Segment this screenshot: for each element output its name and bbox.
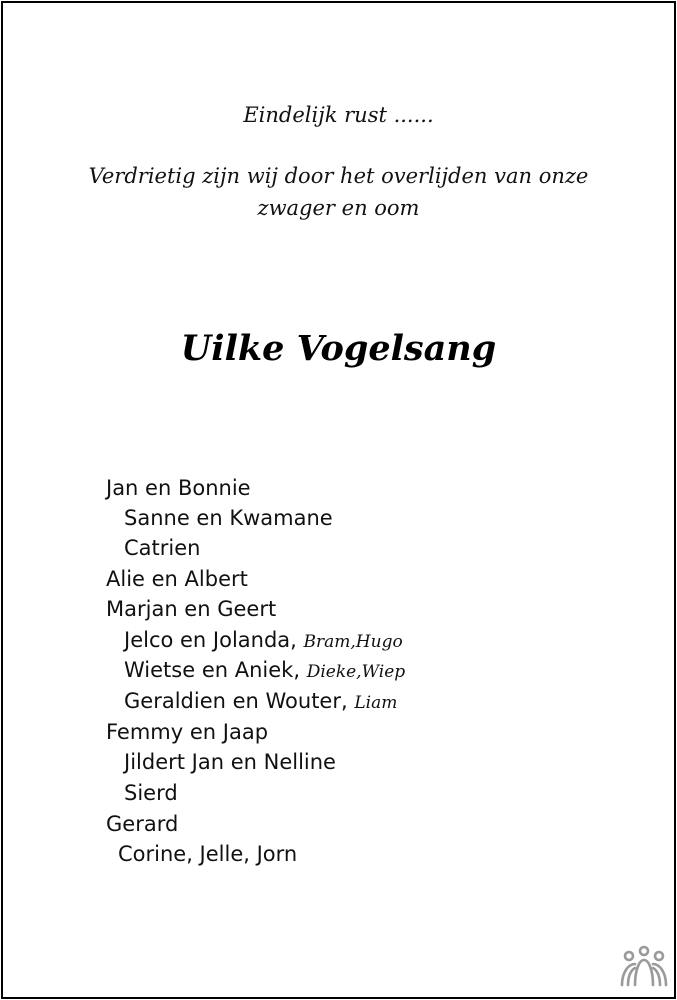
family-names: Femmy en Jaap xyxy=(106,720,269,744)
family-line xyxy=(124,778,178,808)
family-line xyxy=(124,625,403,657)
family-line xyxy=(106,809,178,839)
family-line xyxy=(124,655,405,687)
family-names: Jildert Jan en Nelline xyxy=(124,750,336,774)
family-names: Marjan en Geert xyxy=(106,597,277,621)
family-names: Wietse en Aniek, xyxy=(124,658,307,682)
family-line xyxy=(118,839,297,869)
grandchildren-names: Dieke,Wiep xyxy=(306,662,406,682)
family-line xyxy=(106,564,248,594)
message-line-2: zwager en oom xyxy=(257,196,420,220)
intro-text: Eindelijk rust ...... xyxy=(243,103,434,127)
people-group-icon xyxy=(618,943,670,989)
family-line xyxy=(124,686,397,718)
family-names: Catrien xyxy=(124,536,201,560)
family-line xyxy=(106,717,268,747)
family-names: Corine, Jelle, Jorn xyxy=(118,842,298,866)
family-names: Jelco en Jolanda, xyxy=(124,628,304,652)
family-line xyxy=(124,747,336,777)
family-names: Geraldien en Wouter, xyxy=(124,689,355,713)
family-names: Alie en Albert xyxy=(106,567,248,591)
family-line xyxy=(124,503,333,533)
message-line-1: Verdrietig zijn wij door het overlijden van onze xyxy=(88,164,589,188)
family-names: Sanne en Kwamane xyxy=(124,506,333,530)
family-names: Sierd xyxy=(124,781,178,805)
family-line xyxy=(124,533,200,563)
family-line xyxy=(106,473,251,503)
family-names: Jan en Bonnie xyxy=(106,476,251,500)
grandchildren-names: Bram,Hugo xyxy=(303,632,403,652)
family-line xyxy=(106,594,276,624)
obituary-card xyxy=(1,1,676,999)
deceased-name: Uilke Vogelsang xyxy=(180,328,497,369)
family-names: Gerard xyxy=(106,812,179,836)
grandchildren-names: Liam xyxy=(354,693,398,713)
